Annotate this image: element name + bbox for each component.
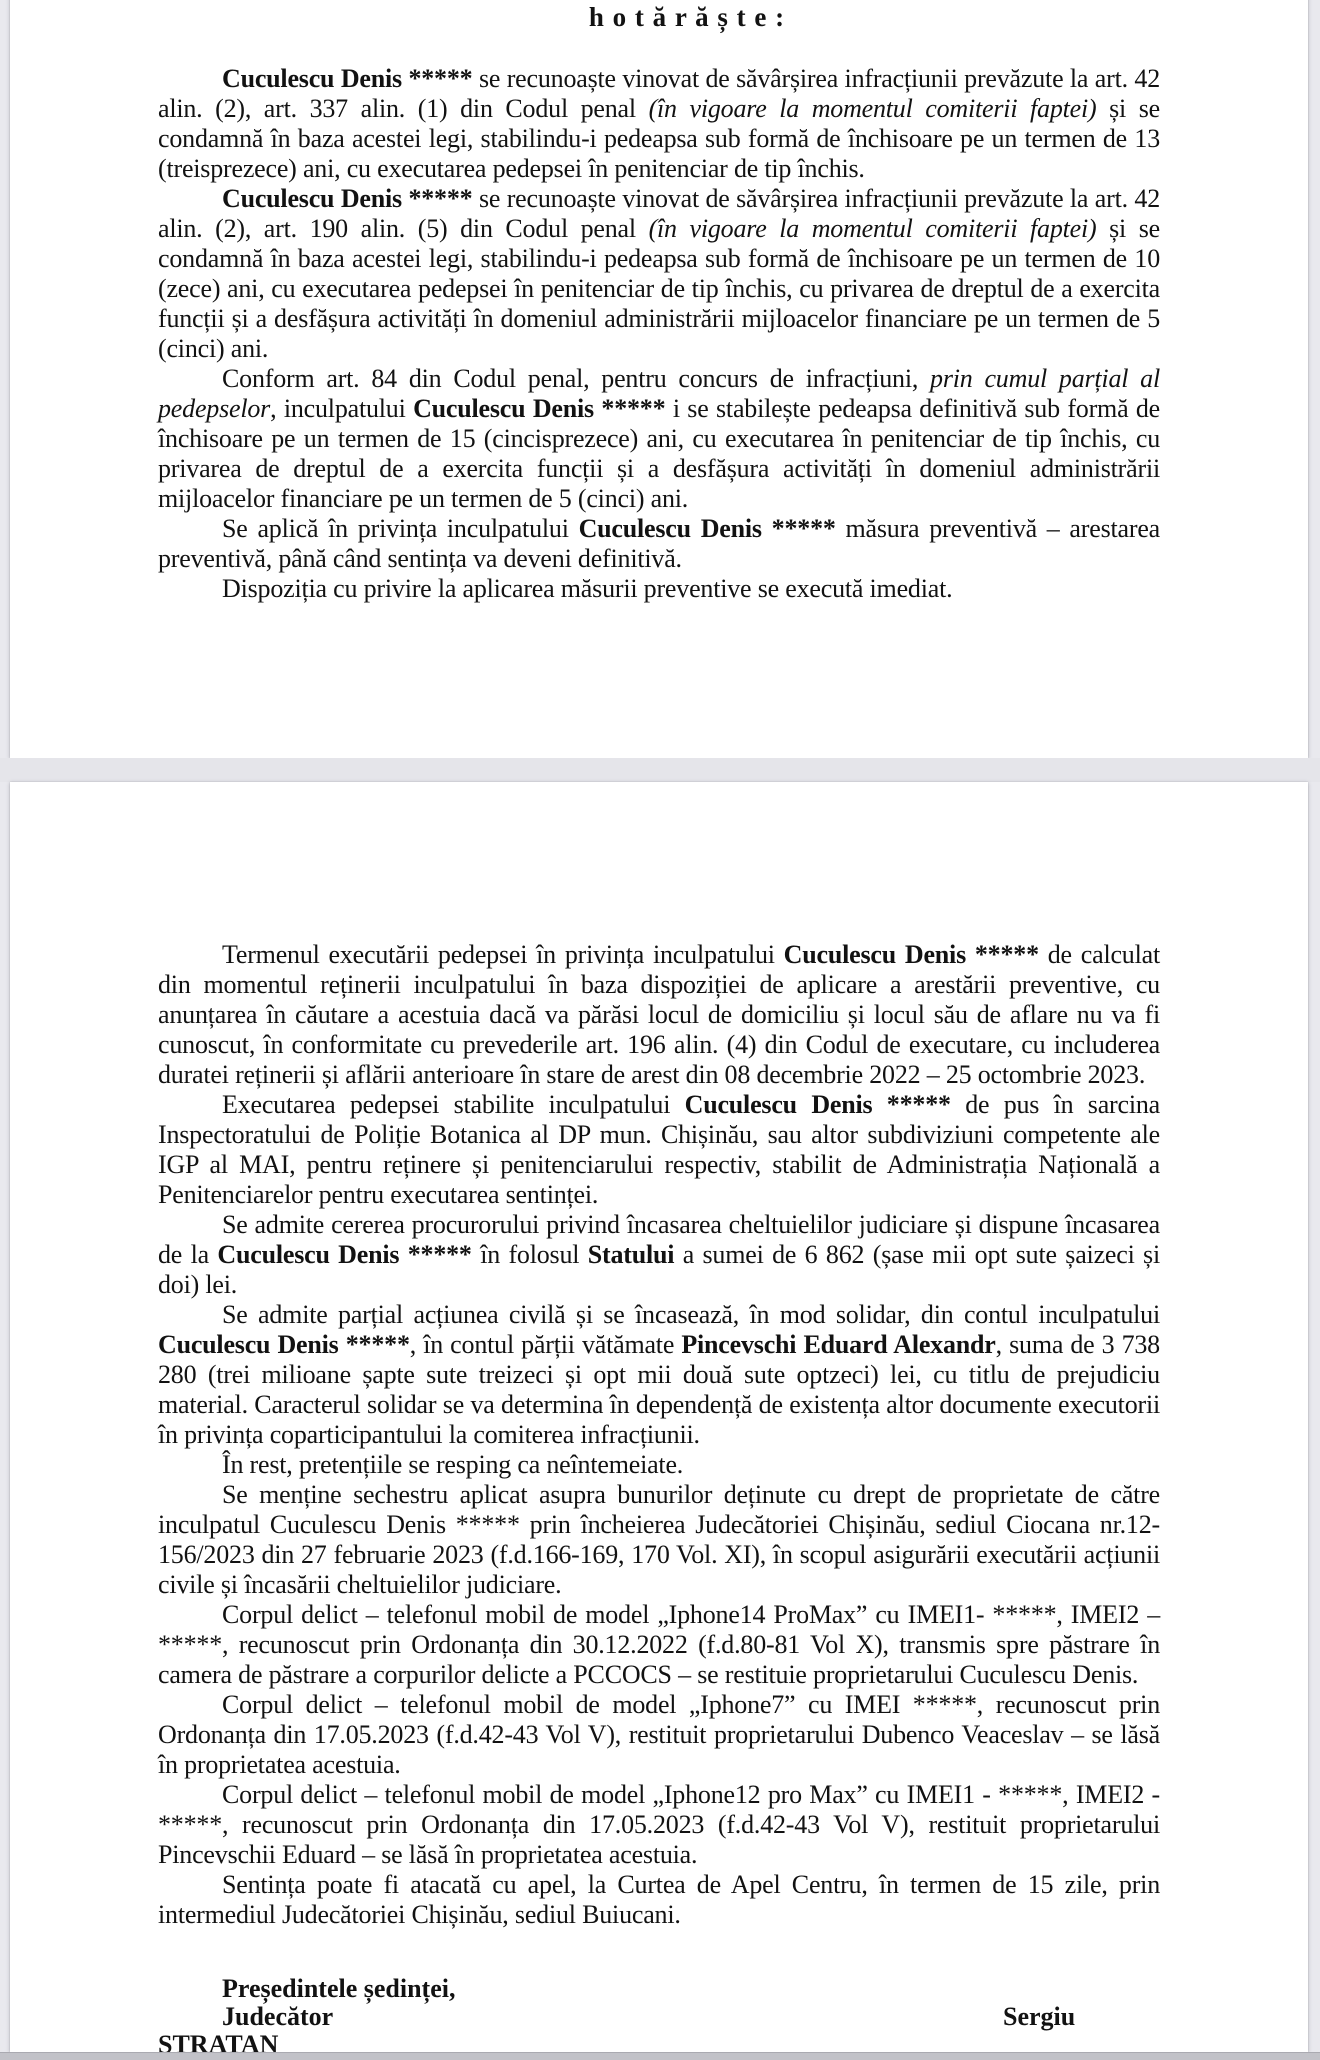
signature-block (158, 1975, 1160, 2052)
bold-text: Pincevschi Eduard Alexandr (681, 1330, 996, 1359)
text: Executarea pedepsei stabilite inculpatului (222, 1090, 685, 1119)
text: Se admite cererea procurorului privind încasarea cheltuielilor judiciare și dispune încasarea de la (158, 1210, 1160, 1269)
paragraph (158, 1690, 1160, 1780)
page-1-content (158, 64, 1160, 604)
italic-text: prin cumul parțial al pedepselor (158, 364, 1160, 423)
text: se recunoaște vinovat de săvârșirea infracțiunii prevăzute la art. 42 alin. (2), art. 337 alin. (1) din Codul penal (158, 64, 1160, 123)
text: Sentința poate fi atacată cu apel, la Curtea de Apel Centru, în termen de 15 zile, prin intermediul Judecătoriei Chișinău, sediul Buiucani. (158, 1870, 1160, 1929)
text: , suma de 3 738 280 (trei milioane șapte sute treizeci și opt mii două sute optzeci) lei, cu titlu de prejudiciu material. Caracterul solidar se va determina în dependență de existența altor documente executorii în privința coparticipantului la comiterea infracțiunii. (158, 1330, 1160, 1449)
bold-text: Cuculescu Denis ***** (217, 1240, 481, 1269)
text: Conform art. 84 din Codul penal, pentru concurs de infracțiuni, (222, 364, 931, 393)
paragraph (158, 1600, 1160, 1690)
text: măsura preventivă – arestarea preventivă, până când sentința va deveni definitivă. (158, 514, 1160, 573)
paragraph (158, 64, 1160, 184)
text: , inculpatului (270, 394, 414, 423)
paragraph (158, 1090, 1160, 1210)
paragraph (158, 184, 1160, 364)
paragraph (158, 1210, 1160, 1300)
text: de pus în sarcina Inspectoratului de Poliție Botanica al DP mun. Chișinău, sau altor subdiviziuni competente ale IGP al MAI, pentru reținere și penitenciarului respectiv, stabilit de Administrația Națională a Penitenciarelor pentru executarea sentinței. (158, 1090, 1161, 1209)
text: Corpul delict – telefonul mobil de model „Iphone14 ProMax” cu IMEI1- *****, IMEI2 – *****, recunoscut prin Ordonanța din 30.12.2022 (f.d.80-81 Vol X), transmis spre păstrare în camera de păstrare a corpurilor delicte a PCCOCS – se restituie proprietarului Cuculescu Denis. (158, 1600, 1160, 1689)
document-page-1 (10, 0, 1308, 758)
text: În rest, pretențiile se resping ca neîntemeiate. (222, 1450, 684, 1479)
text: Corpul delict – telefonul mobil de model „Iphone7” cu IMEI *****, recunoscut prin Ordonanța din 17.05.2023 (f.d.42-43 Vol V), restituit proprietarului Dubenco Veaceslav – se lăsă în proprietatea acestuia. (158, 1690, 1160, 1779)
judge-first-name: Sergiu (1003, 2002, 1076, 2031)
paragraph (158, 574, 1160, 604)
paragraph (158, 1450, 1160, 1480)
bold-text: Statului (587, 1240, 675, 1269)
paragraph (158, 364, 1160, 514)
text: și se condamnă în baza acestei legi, stabilindu-i pedeapsa sub formă de închisoare pe un termen de 13 (treisprezece) ani, cu executarea pedepsei în penitenciar de tip închis. (158, 94, 1160, 183)
text: se recunoaște vinovat de săvârșirea infracțiunii prevăzute la art. 42 alin. (2), art. 190 alin. (5) din Codul penal (158, 184, 1160, 243)
text: de calculat din momentul reținerii inculpatului în baza dispoziției de aplicare a arestării preventive, cu anunțarea în căutare a acestuia dacă va părăsi locul de domiciliu și locul său de aflare nu va fi cunoscut, în conformitate cu prevederile art. 196 alin. (4) din Codul de executare, cu includerea duratei reținerii și aflării anterioare în stare de arest din 08 decembrie 2022 – 25 octombrie 2023. (158, 940, 1160, 1089)
italic-text: (în vigoare la momentul comiterii faptei) (648, 94, 1097, 123)
bold-text: Cuculescu Denis ***** (413, 394, 673, 423)
bold-text: Cuculescu Denis ***** (222, 64, 479, 93)
paragraph (158, 1480, 1160, 1600)
bold-text: Cuculescu Denis ***** (158, 1330, 410, 1359)
signature-judge-label: Judecător (222, 2002, 334, 2031)
signature-president-line: Președintele ședinței, (222, 1974, 456, 2003)
bottom-edge-bar (0, 2052, 1320, 2060)
text: Dispoziția cu privire la aplicarea măsurii preventive se execută imediat. (222, 574, 953, 603)
paragraph (158, 940, 1160, 1090)
text: Se admite parțial acțiunea civilă și se încasează, în mod solidar, din contul inculpatului (222, 1300, 1160, 1329)
text: Corpul delict – telefonul mobil de model „Iphone12 pro Max” cu IMEI1 - *****, IMEI2 - *****, recunoscut prin Ordonanța din 17.05.2023 (f.d.42-43 Vol V), restituit proprietarului Pincevschii Eduard – se lăsă în proprietatea acestuia. (158, 1780, 1160, 1869)
judge-surname: STRATAN (158, 2030, 279, 2052)
page-2-content (158, 940, 1160, 1930)
italic-text: (în vigoare la momentul comiterii faptei) (648, 214, 1097, 243)
text: Se menține sechestru aplicat asupra bunurilor deținute cu drept de proprietate de către inculpatul Cuculescu Denis ***** prin încheierea Judecătoriei Chișinău, sediul Ciocana nr.12-156/2023 din 27 februarie 2023 (f.d.166-169, 170 Vol. XI), în scopul asigurării executării acțiunii civile și încasării cheltuielilor judiciare. (158, 1480, 1160, 1599)
text: i se stabilește pedeapsa definitivă sub formă de închisoare pe un termen de 15 (cincisprezece) ani, cu executarea în penitenciar de tip închis, cu privarea de dreptul de a exercita funcții și a desfășura activități în domeniul administrării mijloacelor financiare pe un termen de 5 (cinci) ani. (158, 394, 1161, 513)
text: Se aplică în privința inculpatului (222, 514, 579, 543)
text: , în contul părții vătămate (409, 1330, 682, 1359)
bold-text: Cuculescu Denis ***** (783, 940, 1048, 969)
text: în folosul (480, 1240, 588, 1269)
ruling-heading: h o t ă r ă ș t e : (588, 2, 786, 32)
page-gap (0, 758, 1320, 782)
bold-text: Cuculescu Denis ***** (222, 184, 479, 213)
signature-judge-row (158, 2003, 1160, 2031)
text: și se condamnă în baza acestei legi, stabilindu-i pedeapsa sub formă de închisoare pe un termen de 10 (zece) ani, cu executarea pedepsei în penitenciar de tip închis, cu privarea de dreptul de a exercita funcții și a desfășura activități în domeniul administrării mijloacelor financiare pe un termen de 5 (cinci) ani. (158, 214, 1160, 363)
text: Termenul executării pedepsei în privința inculpatului (222, 940, 784, 969)
paragraph (158, 1300, 1160, 1450)
paragraph (158, 514, 1160, 574)
text: a sumei de 6 862 (șase mii opt sute șaizeci și doi) lei. (158, 1240, 1160, 1299)
paragraph (158, 1780, 1160, 1870)
bold-text: Cuculescu Denis ***** (578, 514, 846, 543)
bold-text: Cuculescu Denis ***** (684, 1090, 966, 1119)
paragraph (158, 1870, 1160, 1930)
document-page-2 (10, 782, 1308, 2052)
